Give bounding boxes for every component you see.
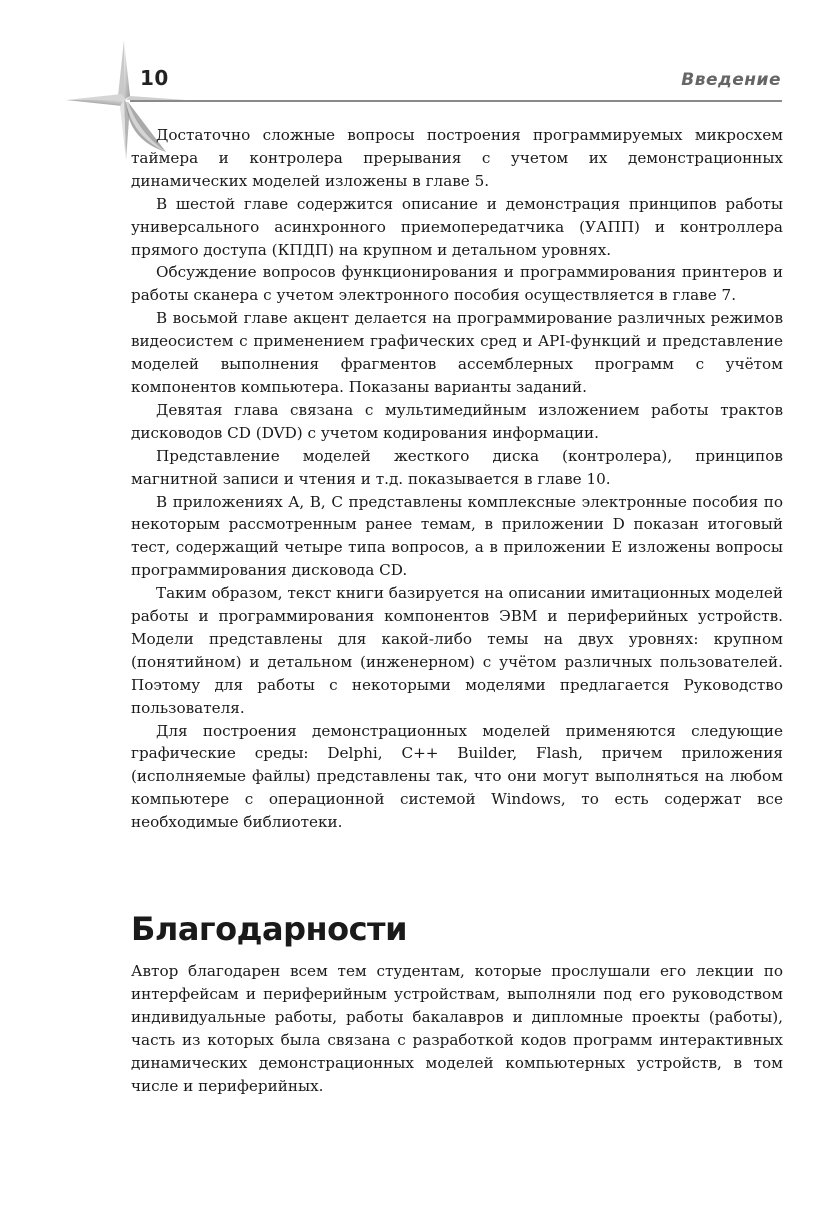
paragraph: Девятая глава связана с мультимедийным изложением работы трактов дисководов CD (DVD) с учетом кодирования информации. (131, 400, 783, 442)
paragraph: Для построения демонстрационных моделей применяются следующие графические среды: Delphi, C++ Builder, Flash, причем приложения (исполняемые файлы) представлены так, что они могут выполняться на любом компьютере с операционной системой Windows, то есть содержат все необходимые библиотеки. (131, 721, 783, 832)
paragraph: Таким образом, текст книги базируется на описании имитационных моделей работы и программирования компонентов ЭВМ и периферийных устройств. Модели представлены для какой-либо темы на двух уровнях: крупном (понятийном) и детальном (инженерном) с учётом различных пользователей. Поэтому для работы с некоторыми моделями предлагается Руководство пользователя. (131, 584, 783, 717)
intro-text (131, 124, 783, 834)
running-title: Введение (681, 70, 781, 90)
section-heading: Благодарности (131, 910, 407, 948)
paragraph: В приложениях A, B, C представлены комплексные электронные пособия по некоторым рассмотренным ранее темам, в приложении D показан итоговый тест, содержащий четыре типа вопросов, а в приложении E изложены вопросы программирования дисковода CD. (131, 492, 783, 580)
paragraph: Автор благодарен всем тем студентам, которые прослушали его лекции по интерфейсам и периферийным устройствам, выполняли под его руководством индивидуальные работы, работы бакалавров и дипломные проекты (работы), часть из которых была связана с разработкой кодов программ интерактивных динамических демонстрационных моделей компьютерных устройств, в том числе и периферийных. (131, 962, 783, 1095)
paragraph: Достаточно сложные вопросы построения программируемых микросхем таймера и контролера прерывания с учетом их демонстрационных динамических моделей изложены в главе 5. (131, 126, 783, 190)
paragraph: В шестой главе содержится описание и демонстрация принципов работы универсального асинхронного приемопередатчика (УАПП) и контроллера прямого доступа (КПДП) на крупном и детальном уровнях. (131, 194, 783, 259)
paragraph: Представление моделей жесткого диска (контролера), принципов магнитной записи и чтения и т.д. показывается в главе 10. (131, 446, 783, 488)
section-text (131, 960, 783, 1097)
paragraph: Обсуждение вопросов функционирования и программирования принтеров и работы сканера с учетом электронного пособия осуществляется в главе 7. (131, 263, 783, 305)
header-rule (130, 100, 782, 102)
paragraph: В восьмой главе акцент делается на программирование различных режимов видеосистем с применением графических сред и API-функций и представление моделей выполнения фрагментов ассемблерных программ с учётом компонентов компьютера. Показаны варианты заданий. (131, 309, 783, 396)
page-number: 10 (140, 66, 169, 90)
